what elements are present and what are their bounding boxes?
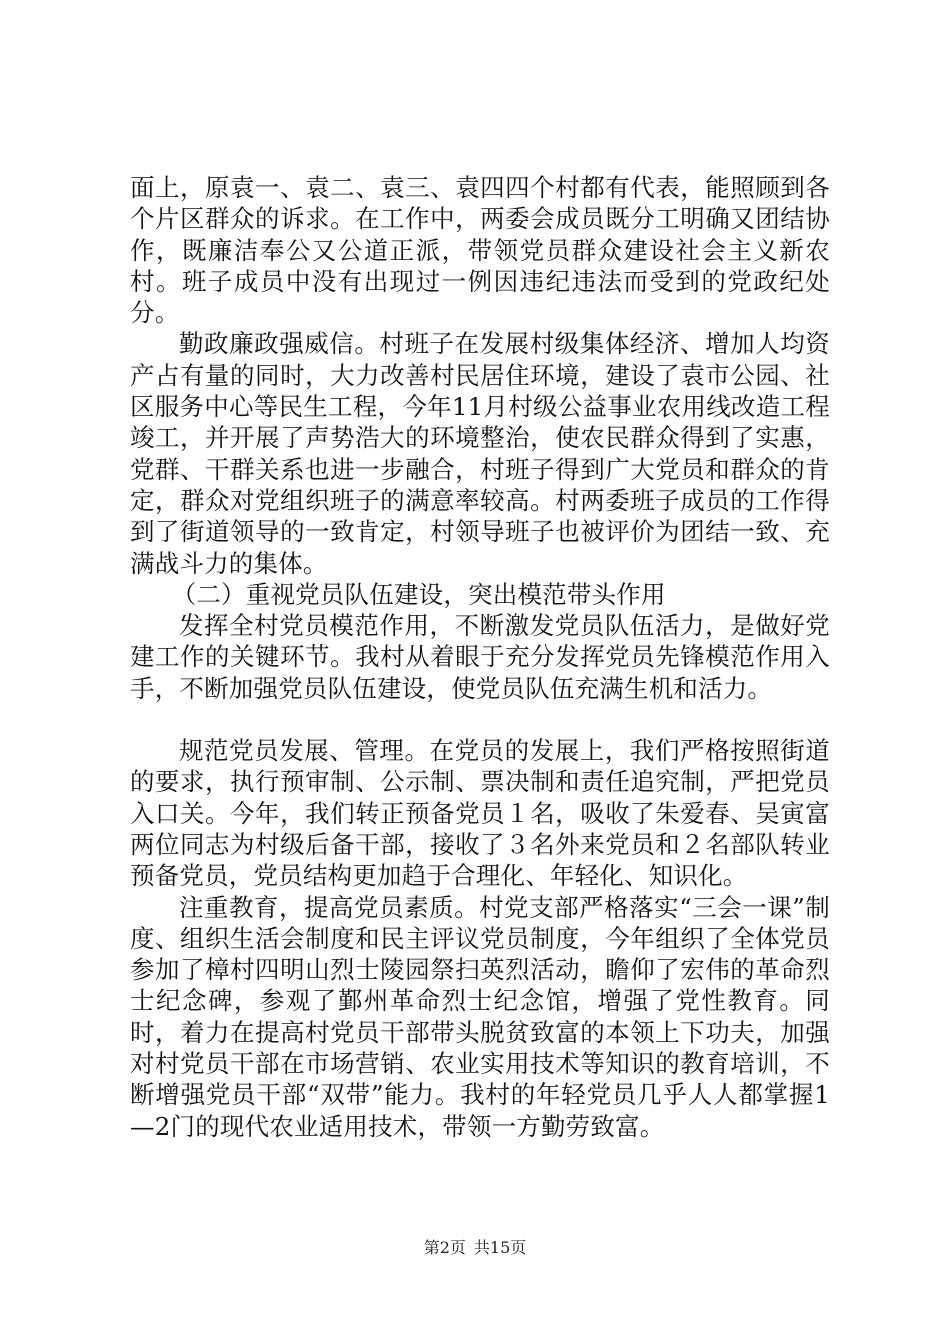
document-body — [130, 172, 830, 1142]
page-footer — [0, 1238, 950, 1258]
paragraph-member-role: 发挥全村党员模范作用，不断激发党员队伍活力，是做好党建工作的关键环节。我村从着眼于充分发挥党员先锋模范作用入手，不断加强党员队伍建设，使党员队伍充满生机和活力。 — [130, 611, 830, 703]
paragraph-member-development: 规范党员发展、管理。在党员的发展上，我们严格按照街道的要求，执行预审制、公示制、票决制和责任追究制，严把党员入口关。今年，我们转正预备党员１名，吸收了朱爱春、吴寅富两位同志为村级后备干部，接收了３名外来党员和２名部队转业预备党员，党员结构更加趋于合理化、年轻化、知识化。 — [130, 736, 830, 891]
page-number: 第2页 — [423, 1238, 466, 1257]
paragraph-continuation: 面上，原袁一、袁二、袁三、袁四四个村都有代表，能照顾到各个片区群众的诉求。在工作中，两委会成员既分工明确又团结协作，既廉洁奉公又公道正派，带领党员群众建设社会主义新农村。班子成员中没有出现过一例因违纪违法而受到的党政纪处分。 — [130, 173, 830, 328]
paragraph-diligent-governance: 勤政廉政强威信。村班子在发展村级集体经济、增加人均资产占有量的同时，大力改善村民居住环境，建设了袁市公园、社区服务中心等民生工程，今年11月村级公益事业农用线改造工程竣工，并开展了声势浩大的环境整治，使农民群众得到了实惠，党群、干群关系也进一步融合，村班子得到广大党员和群众的肯定，群众对党组织班子的满意率较高。村两委班子成员的工作得到了街道领导的一致肯定，村领导班子也被评价为团结一致、充满战斗力的集体。 — [130, 329, 830, 578]
section-heading-party-members: （二）重视党员队伍建设，突出模范带头作用 — [171, 579, 666, 609]
page-total: 共15页 — [473, 1238, 527, 1257]
paragraph-spacer — [130, 704, 830, 735]
paragraph-member-education: 注重教育，提高党员素质。村党支部严格落实“三会一课”制度、组织生活会制度和民主评议党员制度，今年组织了全体党员参加了樟村四明山烈士陵园祭扫英烈活动，瞻仰了宏伟的革命烈士纪念碑，参观了鄞州革命烈士纪念馆，增强了党性教育。同时，着力在提高村党员干部带头脱贫致富的本领上下功夫，加强对村党员干部在市场营销、农业实用技术等知识的教育培训，不断增强党员干部“双带”能力。我村的年轻党员几乎人人都掌握1—2门的现代农业适用技术，带领一方勤劳致富。 — [130, 892, 830, 1141]
